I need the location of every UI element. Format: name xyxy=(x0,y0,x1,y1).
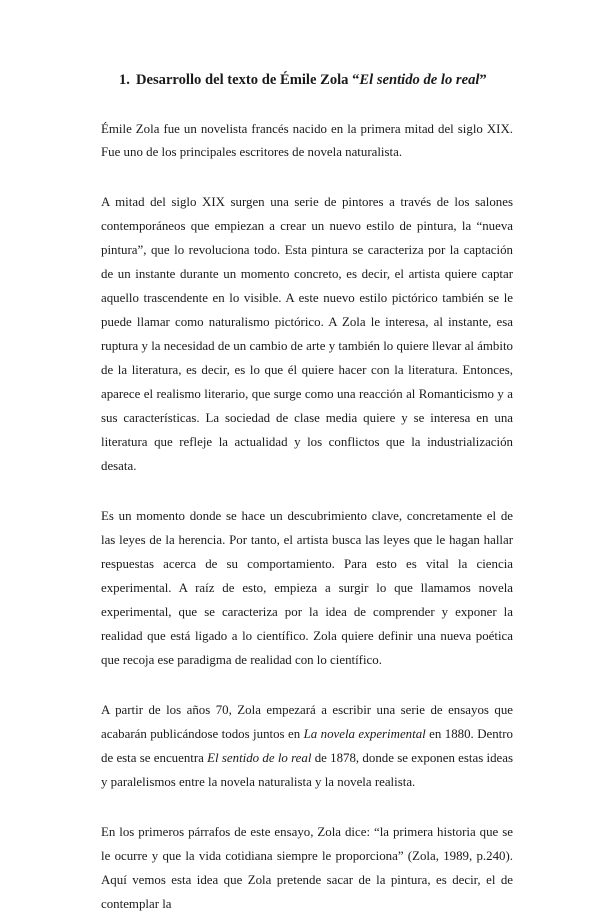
section-heading xyxy=(119,70,513,90)
essays-text-e: de 1878, donde se exponen estas ideas y paralelismos entre la novela naturalista y la novela realista. xyxy=(101,751,513,789)
paragraph-essays xyxy=(101,698,513,794)
essays-text-c: en 1880. Dentro de esta se encuentra xyxy=(101,727,513,765)
book-title-novela-experimental: La novela experimental xyxy=(303,727,426,741)
paragraph-quote: En los primeros párrafos de este ensayo, Zola dice: “la primera historia que se le ocurre y que la vida cotidiana siempre le proporciona” (Zola, 1989, p.240). Aquí vemos esta idea que Zola pretende sacar de la pintura, es decir, el de contemplar la xyxy=(101,825,513,911)
section-title-italic: El sentido de lo real xyxy=(359,72,480,88)
paragraph-heredity: Es un momento donde se hace un descubrimiento clave, concretamente el de las leyes de la herencia. Por tanto, el artista busca las leyes que le hagan hallar respuestas acerca de su comportamiento. Para esto es vital la ciencia experimental. A raíz de esto, empieza a surgir lo que llamamos novela experimental, que se caracteriza por la idea de comprender y exponer la realidad que está ligado a lo científico. Zola quiere definir una nueva poética que recoja ese paradigma de realidad con lo científico. xyxy=(101,509,513,667)
paragraph-painting: A mitad del siglo XIX surgen una serie de pintores a través de los salones contemporáneos que empiezan a crear un nuevo estilo de pintura, la “nueva pintura”, que lo revoluciona todo. Esta pintura se caracteriza por la captación de un instante durante un momento concreto, es decir, el artista quiere captar aquello trascendente en lo visible. A este nuevo estilo pictórico también se le puede llamar como naturalismo pictórico. A Zola le interesa, al instante, esa ruptura y la necesidad de un cambio de arte y también lo quiere llevar al ámbito de la literatura, es decir, es lo que él quiere hacer con la literatura. Entonces, aparece el realismo literario, que surge como una reacción al Romanticismo y a sus características. La sociedad de clase media quiere y se interesa en una literatura que refleje la actualidad y los conflictos que la industrialización desata. xyxy=(101,195,513,473)
essays-text-a: A partir de los años 70, Zola empezará a escribir una serie de ensayos que acabarán publicándose todos juntos en xyxy=(101,703,513,741)
section-number: 1. xyxy=(119,72,130,88)
essay-title-sentido-real: El sentido de lo real xyxy=(207,751,312,765)
section-title-suffix: ” xyxy=(479,72,487,88)
paragraph-intro: Émile Zola fue un novelista francés nacido en la primera mitad del siglo XIX. Fue uno de los principales escritores de novela naturalista. xyxy=(101,122,513,159)
section-title-prefix: Desarrollo del texto de Émile Zola “ xyxy=(135,72,360,88)
